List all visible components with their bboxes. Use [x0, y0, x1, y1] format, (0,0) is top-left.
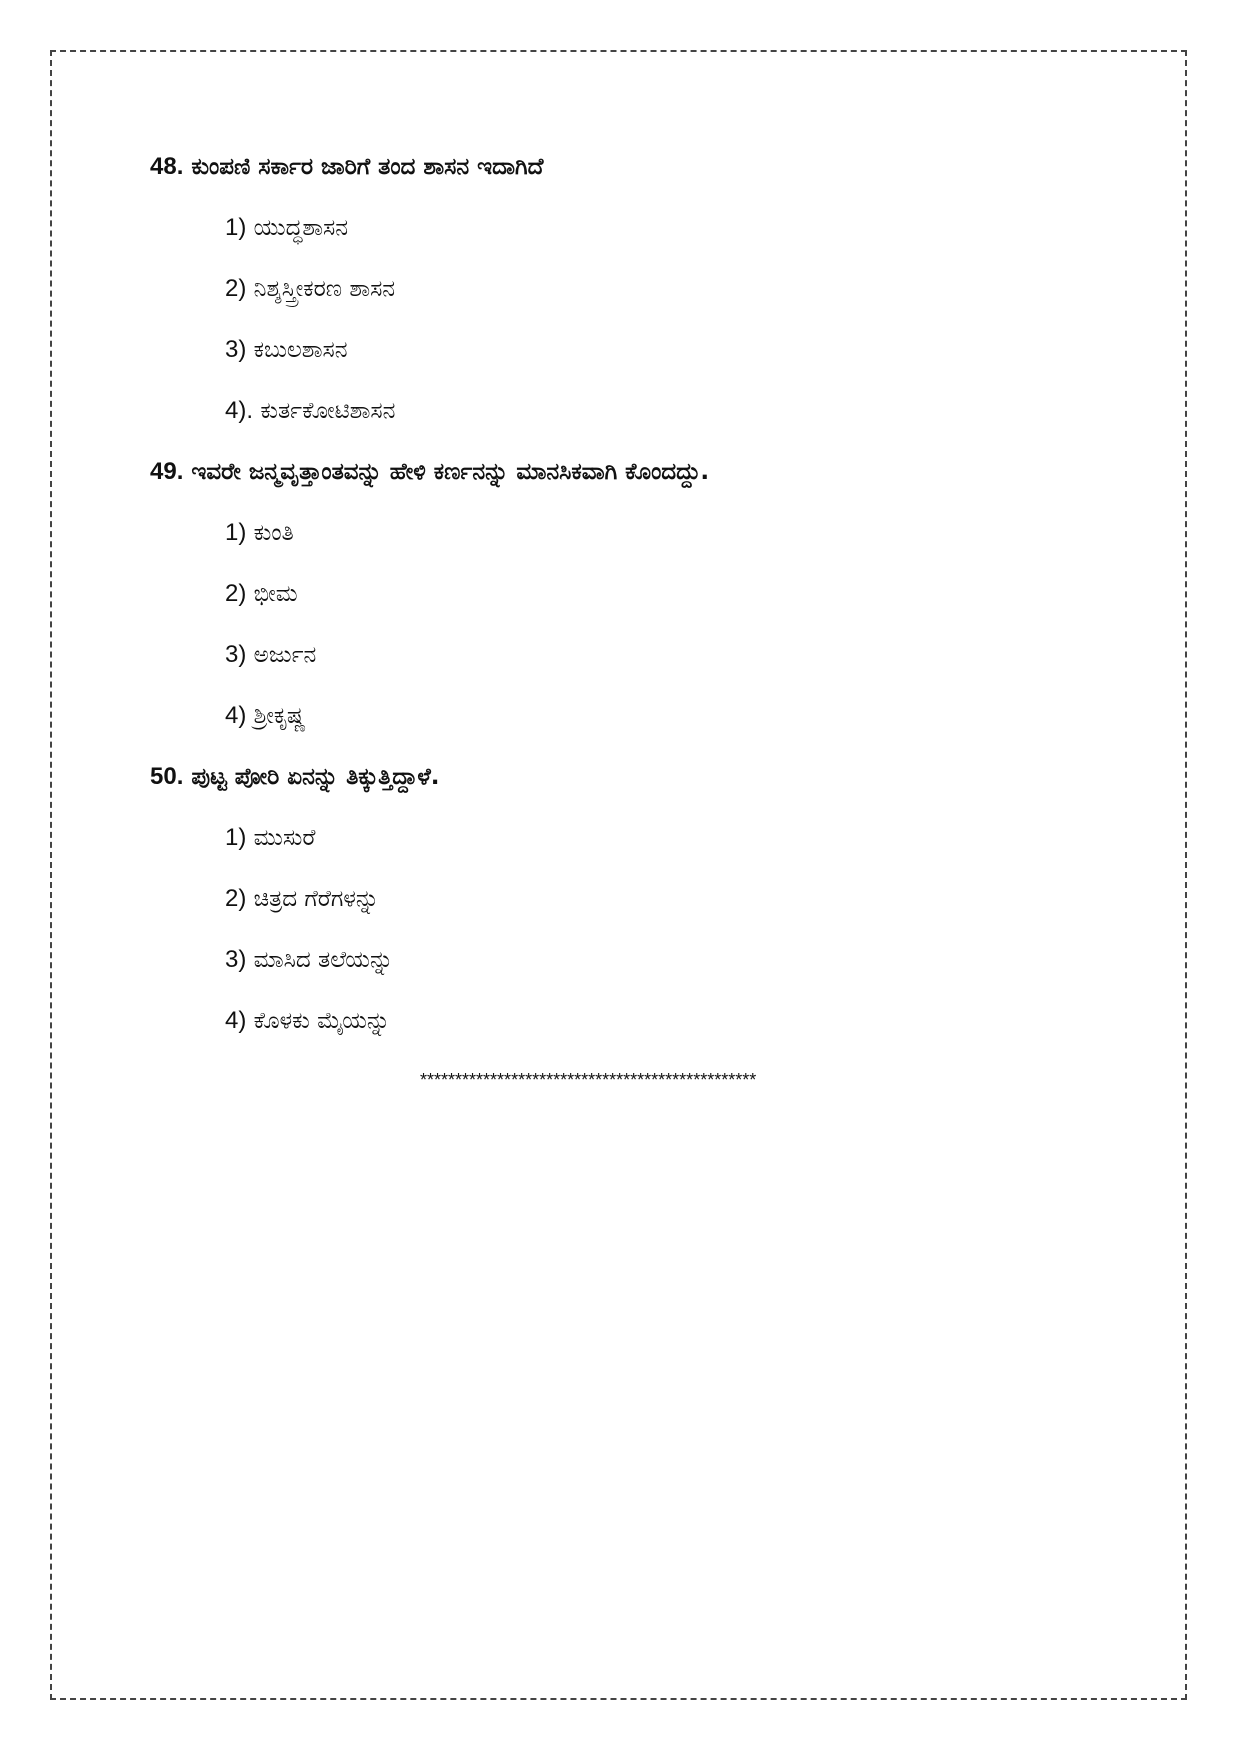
- option-text: ಭೀಮ: [253, 581, 298, 607]
- option-48-4[interactable]: [225, 396, 395, 426]
- option-49-3[interactable]: [225, 640, 316, 670]
- option-49-2[interactable]: [225, 579, 298, 609]
- option-text: ಯುದ್ಧಶಾಸನ: [253, 215, 349, 241]
- option-text: ಕಬುಲಶಾಸನ: [253, 337, 348, 363]
- option-text: ಕುಂತಿ: [253, 520, 294, 546]
- question-number: 49.: [150, 458, 184, 485]
- question-text: ಪುಟ್ಟ ಪೋರಿ ಏನನ್ನು ತಿಕ್ಕುತ್ತಿದ್ದಾಳೆ.: [191, 764, 440, 790]
- end-separator: ************************************************: [420, 1070, 757, 1090]
- question-49: [150, 457, 709, 487]
- question-48: [150, 152, 543, 182]
- option-49-4[interactable]: [225, 701, 306, 731]
- question-text: ಕುಂಪಣಿ ಸರ್ಕಾರ ಜಾರಿಗೆ ತಂದ ಶಾಸನ ಇದಾಗಿದೆ: [191, 154, 544, 180]
- option-number: 4): [225, 1007, 247, 1034]
- page-border: [50, 50, 1187, 1700]
- option-50-4[interactable]: [225, 1006, 390, 1036]
- option-text: ಚಿತ್ರದ ಗೆರೆಗಳನ್ನು: [253, 886, 380, 912]
- question-text: ಇವರೇ ಜನ್ಮವೃತ್ತಾಂತವನ್ನು ಹೇಳಿ ಕರ್ಣನನ್ನು ಮಾನಸಿಕವಾಗಿ ಕೊಂದದ್ದು.: [191, 459, 710, 485]
- question-50: [150, 762, 440, 792]
- option-text: ಮುಸುರೆ: [253, 825, 316, 851]
- option-text: ಕೊಳಕು ಮೈಯನ್ನು: [253, 1008, 391, 1034]
- option-49-1[interactable]: [225, 518, 294, 548]
- option-number: 1): [225, 824, 247, 851]
- option-number: 3): [225, 946, 247, 973]
- option-48-1[interactable]: [225, 213, 348, 243]
- option-number: 1): [225, 519, 247, 546]
- option-number: 4).: [225, 397, 254, 424]
- option-50-2[interactable]: [225, 884, 379, 914]
- option-text: ನಿಶ್ಶಸ್ತ್ರೀಕರಣ ಶಾಸನ: [253, 276, 396, 302]
- option-number: 3): [225, 641, 247, 668]
- option-48-3[interactable]: [225, 335, 348, 365]
- option-text: ಕುರ್ತಕೋಟಿಶಾಸನ: [260, 398, 396, 424]
- option-number: 3): [225, 336, 247, 363]
- question-number: 48.: [150, 153, 184, 180]
- option-50-3[interactable]: [225, 945, 393, 975]
- option-number: 1): [225, 214, 247, 241]
- question-number: 50.: [150, 763, 184, 790]
- option-number: 4): [225, 702, 247, 729]
- option-number: 2): [225, 275, 247, 302]
- option-number: 2): [225, 885, 247, 912]
- option-text: ಶ್ರೀಕೃಷ್ಣ: [253, 703, 306, 729]
- option-50-1[interactable]: [225, 823, 315, 853]
- option-number: 2): [225, 580, 247, 607]
- option-text: ಮಾಸಿದ ತಲೆಯನ್ನು: [253, 947, 394, 973]
- option-text: ಅರ್ಜುನ: [253, 642, 317, 668]
- option-48-2[interactable]: [225, 274, 395, 304]
